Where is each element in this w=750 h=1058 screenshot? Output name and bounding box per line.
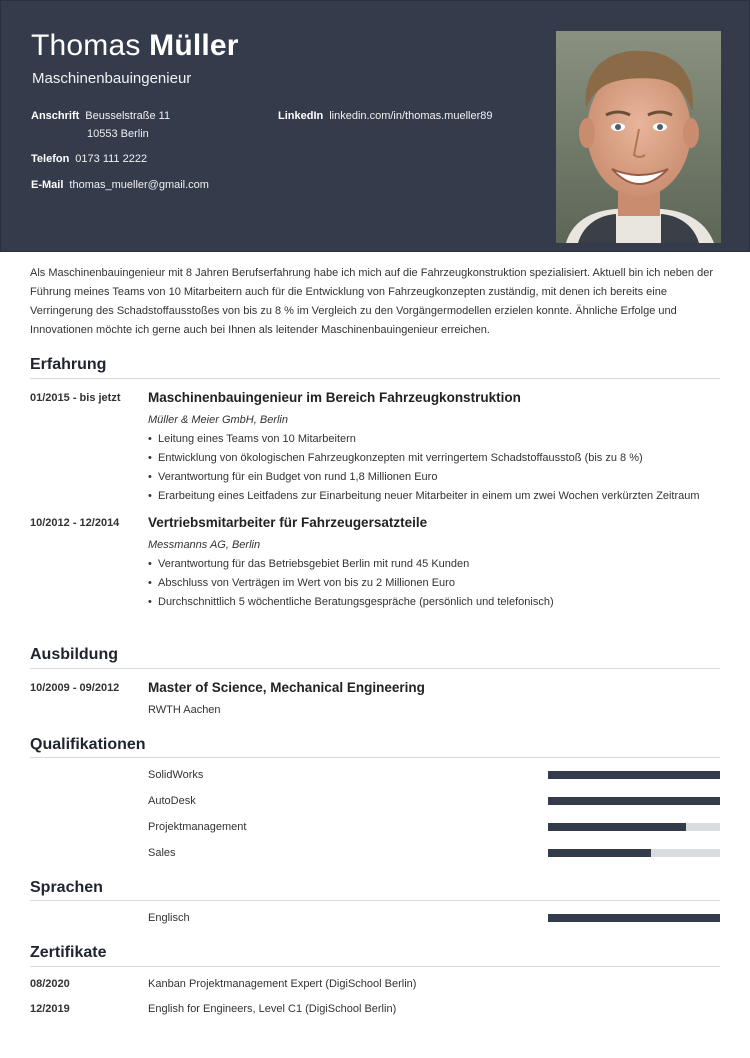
skill-label: Sales xyxy=(148,847,176,859)
qualifications-divider xyxy=(30,757,720,758)
list-item: • Entwicklung von ökologischen Fahrzeugkonzepten mit verringertem Schadstoffausstoß (bis zu 8 %) xyxy=(148,449,700,468)
address-line2: 10553 Berlin xyxy=(87,128,149,140)
skill-label: SolidWorks xyxy=(148,769,204,781)
phone-label: Telefon xyxy=(31,153,70,165)
skill-level-fill xyxy=(548,797,720,805)
skill-level-fill xyxy=(548,771,720,779)
certificate-name: English for Engineers, Level C1 (DigiSchool Berlin) xyxy=(148,1003,397,1015)
linkedin xyxy=(278,107,492,125)
languages-divider xyxy=(30,900,720,901)
certificate-name: Kanban Projektmanagement Expert (DigiSchool Berlin) xyxy=(148,978,417,990)
certificates-heading: Zertifikate xyxy=(30,944,107,961)
education-degree: Master of Science, Mechanical Engineering xyxy=(148,680,425,695)
skill-level-bar xyxy=(548,771,720,779)
languages-heading: Sprachen xyxy=(30,879,103,896)
language-level-fill xyxy=(548,914,720,922)
skill-label: AutoDesk xyxy=(148,795,196,807)
certificate-date: 08/2020 xyxy=(30,978,70,990)
profile-summary: Als Maschinenbauingenieur mit 8 Jahren Berufserfahrung habe ich mich auf die Fahrzeugkonstruktion spezialisiert. Aktuell bin ich neben der Führung meines Teams von 10 Mitarbeitern auch für die Entwicklung von Fahrzeugkonzepten zuständig, mit denen ich bereits eine Verringerung des Schadstoffausstoßes von bis zu 8 % im Vergleich zu den Vorgängermodellen erzielen konnte. Ähnliche Erfolge und Innovationen möchte ich gerne auch bei Ihnen als leitender Maschinenbauingenieur erreichen. xyxy=(30,267,713,336)
experience-heading: Erfahrung xyxy=(30,356,107,373)
candidate-name xyxy=(31,29,239,63)
last-name: Müller xyxy=(149,29,239,62)
education-date: 10/2009 - 09/2012 xyxy=(30,682,120,694)
experience-company: Müller & Meier GmbH, Berlin xyxy=(148,414,288,426)
skill-level-bar xyxy=(548,849,720,857)
email-link[interactable]: thomas_mueller@gmail.com xyxy=(69,179,209,191)
skill-level-bar xyxy=(548,823,720,831)
education-heading: Ausbildung xyxy=(30,646,118,663)
address xyxy=(31,107,170,125)
experience-position: Maschinenbauingenieur im Bereich Fahrzeugkonstruktion xyxy=(148,390,521,405)
linkedin-link[interactable]: linkedin.com/in/thomas.mueller89 xyxy=(329,110,493,122)
experience-bullets xyxy=(148,430,700,506)
list-item: • Abschluss von Verträgen im Wert von bis zu 2 Millionen Euro xyxy=(148,574,554,593)
email xyxy=(31,176,209,194)
skill-level-fill xyxy=(548,823,686,831)
experience-date: 01/2015 - bis jetzt xyxy=(30,392,121,404)
experience-bullets xyxy=(148,555,554,612)
experience-date: 10/2012 - 12/2014 xyxy=(30,517,120,529)
list-item: • Leitung eines Teams von 10 Mitarbeitern xyxy=(148,430,700,449)
resume-header xyxy=(0,0,750,252)
education-school: RWTH Aachen xyxy=(148,704,221,716)
skill-label: Projektmanagement xyxy=(148,821,247,833)
language-label: Englisch xyxy=(148,912,190,924)
skill-level-fill xyxy=(548,849,651,857)
experience-company: Messmanns AG, Berlin xyxy=(148,539,261,551)
first-name: Thomas xyxy=(31,29,141,62)
address-label: Anschrift xyxy=(31,110,80,122)
education-divider xyxy=(30,668,720,669)
linkedin-label: LinkedIn xyxy=(278,110,324,122)
phone xyxy=(31,150,147,168)
portrait-image xyxy=(556,31,721,243)
certificates-divider xyxy=(30,966,720,967)
experience-divider xyxy=(30,378,720,379)
list-item: • Erarbeitung eines Leitfadens zur Einarbeitung neuer Mitarbeiter in einem um zwei Wochen verkürzten Zeitraum xyxy=(148,487,700,506)
email-label: E-Mail xyxy=(31,179,64,191)
job-title: Maschinenbauingenieur xyxy=(32,70,192,87)
address-line1: Beusselstraße 11 xyxy=(85,110,171,122)
phone-value[interactable]: 0173 111 2222 xyxy=(75,153,148,165)
skill-level-bar xyxy=(548,797,720,805)
certificate-date: 12/2019 xyxy=(30,1003,70,1015)
experience-position: Vertriebsmitarbeiter für Fahrzeugersatzteile xyxy=(148,515,428,530)
list-item: • Verantwortung für ein Budget von rund 1,8 Millionen Euro xyxy=(148,468,700,487)
list-item: • Verantwortung für das Betriebsgebiet Berlin mit rund 45 Kunden xyxy=(148,555,554,574)
profile-photo xyxy=(556,31,721,243)
list-item: • Durchschnittlich 5 wöchentliche Beratungsgespräche (persönlich und telefonisch) xyxy=(148,593,554,612)
language-level-bar xyxy=(548,914,720,922)
qualifications-heading: Qualifikationen xyxy=(30,736,146,753)
